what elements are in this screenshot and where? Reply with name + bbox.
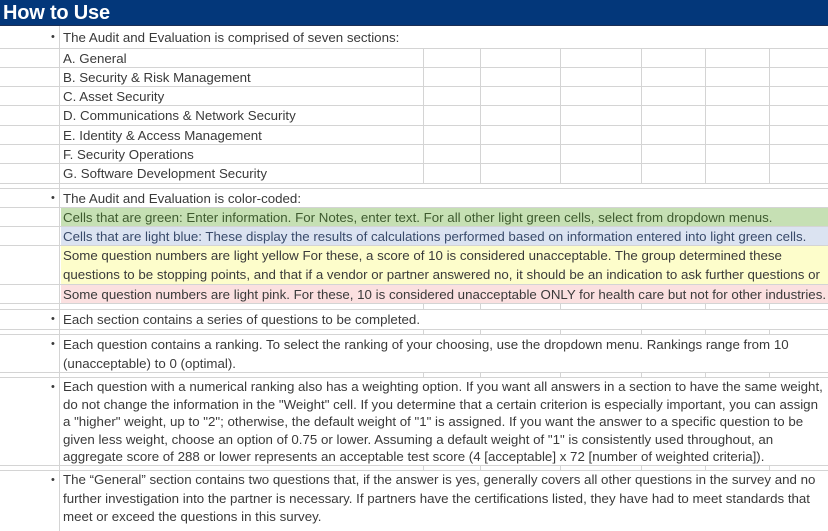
- section-label: B. Security & Risk Management: [63, 70, 251, 85]
- gridline: [480, 373, 481, 377]
- section-label: D. Communications & Network Security: [63, 108, 296, 123]
- section-label: F. Security Operations: [63, 147, 194, 162]
- column-a-cell[interactable]: [0, 106, 60, 125]
- gridline: [641, 330, 642, 334]
- gridline: [769, 330, 770, 334]
- column-a-cell: [0, 184, 60, 188]
- gridline: [423, 304, 424, 309]
- color-intro-text: The Audit and Evaluation is color-coded:: [63, 191, 302, 206]
- sections-intro-text: The Audit and Evaluation is comprised of seven sections:: [63, 30, 400, 45]
- legend-yellow-line-1: Some question numbers are light yellow For these, a score of 10 is considered unacceptable. The group determined these: [63, 248, 782, 263]
- instruction-text: Each question with a numerical ranking also has a weighting option. If you want all answers in a section to have the same weight, do not change the information in the "Weight" cell. If you determine that a certain criterion is especially important, you can assign a "higher" weight, up to "2"; otherwise, the default weight of "1" is assigned. If you want the answer to a specific question to be given less weight, choose an option of 0.75 or lower. Assuming a default weight of "1" is consistently used throughout, an aggregate score of 288 or lower represents an acceptable test score (4 [acceptable] x 72 [number of weighted criteria]).: [63, 379, 823, 464]
- legend-yellow-line-2: questions to be stopping points, and that if a vendor or partner answered no, it should be an indication to ask further questions or: [63, 267, 820, 282]
- column-a-cell[interactable]: [0, 285, 60, 303]
- gridline: [480, 304, 481, 309]
- instruction-row-1[interactable]: [0, 310, 828, 330]
- instruction-row-2[interactable]: [0, 335, 828, 373]
- gridline: [705, 373, 706, 377]
- spreadsheet-grid: [0, 26, 828, 524]
- bullet-icon: •: [51, 313, 55, 325]
- bullet-icon: •: [51, 381, 55, 393]
- gridline: [641, 466, 642, 470]
- bullet-icon: •: [51, 192, 55, 204]
- column-a-cell[interactable]: [0, 227, 60, 245]
- gridline: [423, 373, 424, 377]
- gridline: [769, 466, 770, 470]
- section-label: E. Identity & Access Management: [63, 128, 262, 143]
- section-row-b[interactable]: [0, 68, 828, 87]
- section-row-a[interactable]: [0, 49, 828, 68]
- section-label: G. Software Development Security: [63, 166, 267, 181]
- color-intro-row[interactable]: [0, 189, 828, 208]
- column-a-cell[interactable]: [0, 164, 60, 183]
- section-row-c[interactable]: [0, 87, 828, 106]
- gridline: [560, 466, 561, 470]
- legend-pink-cell[interactable]: Some question numbers are light pink. For these, 10 is considered unacceptable ONLY for health care but not for other industries.: [63, 287, 827, 302]
- gridline: [560, 330, 561, 334]
- instruction-text: Each section contains a series of questions to be completed.: [63, 312, 421, 327]
- instruction-row-3[interactable]: [0, 378, 828, 466]
- section-row-e[interactable]: [0, 126, 828, 145]
- instruction-row-4[interactable]: [0, 471, 828, 531]
- column-a-cell[interactable]: [0, 208, 60, 226]
- header-bar: [0, 0, 828, 26]
- gridline: [423, 330, 424, 334]
- legend-row-blue[interactable]: [0, 227, 828, 246]
- legend-green-cell[interactable]: Cells that are green: Enter information. For Notes, enter text. For all other light green cells, select from dropdown menus.: [61, 208, 828, 226]
- legend-blue-cell[interactable]: Cells that are light blue: These display the results of calculations performed based on information entered into light green cells.: [61, 227, 828, 245]
- column-a-cell: [0, 373, 60, 377]
- gridline: [423, 466, 424, 470]
- gridline: [705, 330, 706, 334]
- column-a-cell[interactable]: [0, 126, 60, 144]
- section-label: A. General: [63, 51, 127, 66]
- column-a-cell[interactable]: [0, 246, 60, 284]
- bullet-icon: •: [51, 474, 55, 486]
- gridline: [769, 304, 770, 309]
- gridline: [641, 373, 642, 377]
- legend-row-pink[interactable]: [0, 285, 828, 304]
- gridline: [641, 304, 642, 309]
- column-a-cell: [0, 466, 60, 470]
- column-a-cell[interactable]: [0, 87, 60, 105]
- page-title: How to Use: [3, 2, 110, 24]
- gridline: [480, 330, 481, 334]
- gridline: [560, 304, 561, 309]
- gridline: [560, 373, 561, 377]
- gridline: [480, 466, 481, 470]
- legend-row-yellow[interactable]: [0, 246, 828, 285]
- bullet-icon: •: [51, 338, 55, 350]
- legend-yellow-cell[interactable]: [61, 246, 828, 284]
- column-a-cell[interactable]: [0, 145, 60, 163]
- gridline: [705, 304, 706, 309]
- section-row-d[interactable]: [0, 106, 828, 126]
- legend-row-green[interactable]: [0, 208, 828, 227]
- section-row-f[interactable]: [0, 145, 828, 164]
- instruction-text: Each question contains a ranking. To select the ranking of your choosing, use the dropdown menu. Rankings range from 10 (unacceptable) to 0 (optimal).: [63, 337, 789, 371]
- gridline: [705, 466, 706, 470]
- section-label: C. Asset Security: [63, 89, 165, 104]
- column-a-cell: [0, 330, 60, 334]
- instruction-text: The “General” section contains two questions that, if the answer is yes, generally covers all other questions in the survey and no further investigation into the partner is necessary. If partners have the certifications listed, they have had to meet standards that meet or exceed the questions in this survey.: [63, 472, 816, 524]
- section-row-g[interactable]: [0, 164, 828, 184]
- column-a-cell[interactable]: [0, 49, 60, 67]
- column-a-cell: [0, 304, 60, 309]
- sections-intro-row[interactable]: [0, 26, 828, 49]
- bullet-icon: •: [51, 31, 55, 43]
- column-a-cell[interactable]: [0, 68, 60, 86]
- gridline: [769, 373, 770, 377]
